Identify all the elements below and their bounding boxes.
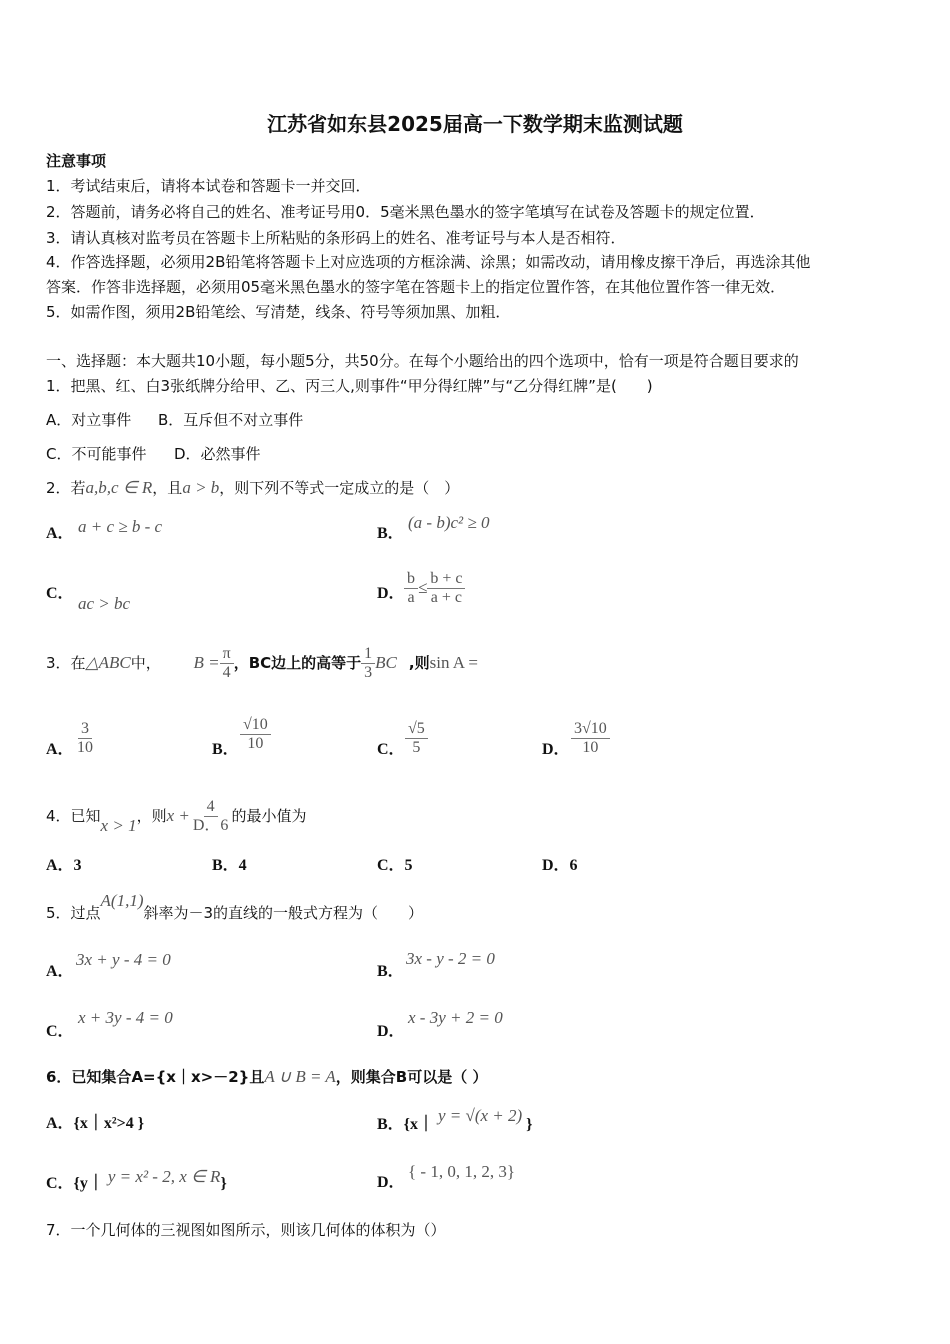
- math: ≤: [418, 578, 428, 597]
- q5-option-a: 3x + y - 4 = 0: [76, 950, 171, 969]
- fraction: [190, 798, 232, 835]
- fraction: [571, 720, 610, 757]
- text: ，且: [152, 479, 183, 497]
- text: 5．过点: [46, 904, 101, 922]
- q6-option-a: A．{x｜x²>4 }: [46, 1115, 145, 1132]
- fraction: [404, 570, 418, 607]
- q2-option-a: a + c ≥ b - c: [78, 517, 163, 536]
- math: y = √(x + 2): [437, 1106, 523, 1125]
- q5-option-b-label: B．: [377, 963, 404, 980]
- notice-heading: 注意事项: [46, 152, 107, 170]
- fraction: [240, 716, 271, 753]
- math: BC: [375, 653, 397, 672]
- q2-option-b: (a - b)c² ≥ 0: [408, 513, 490, 532]
- text: 斜率为－3的直线的一般式方程为（ ）: [143, 904, 424, 922]
- text: 4．已知: [46, 807, 101, 825]
- text: 中，: [130, 654, 161, 672]
- numerator: √10: [240, 716, 271, 735]
- text: ,则: [408, 654, 430, 672]
- math: A ∪ B = A: [264, 1067, 336, 1086]
- q1-option-b: B．互斥但不对立事件: [158, 411, 304, 429]
- fraction: [220, 645, 234, 682]
- numerator: b + c: [427, 570, 465, 589]
- question-4-stem: [46, 798, 306, 835]
- notice-item: 2．答题前，请务必将自己的姓名、准考证号用0．5毫米黑色墨水的签字笔填写在试卷及答题卡的规定位置．: [46, 203, 765, 221]
- numerator: 3: [78, 720, 92, 739]
- q2-option-d-label: D．: [377, 585, 405, 602]
- notice-item: 答案．作答非选择题，必须用05毫米黑色墨水的签字笔在答题卡上的指定位置作答，在其他位置作答一律无效．: [46, 278, 786, 296]
- q2-option-b-label: B．: [377, 525, 404, 542]
- q3-option-d-label: D．: [542, 741, 570, 758]
- q4-option-b: B．4: [212, 857, 247, 874]
- numerator: b: [404, 570, 418, 589]
- q2-option-d: [404, 570, 465, 607]
- numerator: 3√10: [571, 720, 610, 739]
- text: ，则集合B可以是（ ）: [335, 1068, 488, 1086]
- numerator: 1: [361, 645, 375, 664]
- q5-option-c: x + 3y - 4 = 0: [78, 1008, 173, 1027]
- q3-option-d: [571, 720, 610, 757]
- q6-option-c: [46, 1167, 227, 1194]
- question-7-stem: 7．一个几何体的三视图如图所示，则该几何体的体积为（）: [46, 1221, 446, 1239]
- denominator: 3: [364, 664, 373, 681]
- text: ，则下列不等式一定成立的是（ ）: [219, 479, 460, 497]
- text: }: [220, 1175, 227, 1192]
- q3-option-c: [405, 720, 428, 757]
- section-heading: 一、选择题：本大题共10小题，每小题5分，共50分。在每个小题给出的四个选项中，恰有一项是符合题目要求的: [46, 352, 799, 370]
- denominator: 10: [247, 735, 264, 752]
- denominator: 5: [412, 739, 421, 756]
- denominator: a: [407, 589, 415, 606]
- q3-option-a: [74, 720, 96, 757]
- denominator: D．6: [192, 817, 229, 834]
- q4-option-c: C．5: [377, 857, 413, 874]
- fraction: [427, 570, 465, 607]
- q5-option-d-label: D．: [377, 1023, 405, 1040]
- fraction: [361, 645, 375, 682]
- label: B．{x｜: [377, 1116, 434, 1133]
- label: C．{y｜: [46, 1175, 104, 1192]
- numerator: √5: [405, 720, 428, 739]
- q5-option-b: 3x - y - 2 = 0: [406, 949, 495, 968]
- math: A(1,1): [100, 891, 144, 910]
- text: 3．在: [46, 654, 86, 672]
- q4-option-a: A．3: [46, 857, 82, 874]
- math: a,b,c ∈ R: [85, 478, 153, 497]
- denominator: 10: [582, 739, 599, 756]
- q3-option-a-label: A．: [46, 741, 74, 758]
- notice-item: 4．作答选择题，必须用2B铅笔将答题卡上对应选项的方框涂满、涂黑；如需改动，请用橡皮擦干净后，再选涂其他: [46, 253, 811, 271]
- q2-option-c-label: C．: [46, 585, 74, 602]
- math: B =: [193, 653, 220, 672]
- math: y = x² - 2, x ∈ R: [107, 1167, 221, 1186]
- question-2-stem: [46, 478, 459, 498]
- text: 6．已知集合A={x｜x>－2}且: [46, 1068, 265, 1086]
- q2-option-a-label: A．: [46, 525, 74, 542]
- q1-option-c: C．不可能事件: [46, 445, 147, 463]
- notice-item: 3．请认真核对监考员在答题卡上所粘贴的条形码上的姓名、准考证号与本人是否相符．: [46, 229, 626, 247]
- page-title: 江苏省如东县2025届高一下数学期末监测试题: [267, 112, 683, 136]
- q1-option-d: D．必然事件: [174, 445, 261, 463]
- notice-item: 1．考试结束后，请将本试卷和答题卡一并交回．: [46, 177, 371, 195]
- math: △ABC: [85, 653, 131, 672]
- q6-option-b: [377, 1106, 533, 1135]
- math: a > b: [182, 478, 220, 497]
- text: 2．若: [46, 479, 86, 497]
- question-3-stem: [46, 645, 478, 682]
- q5-option-c-label: C．: [46, 1023, 74, 1040]
- q3-option-c-label: C．: [377, 741, 405, 758]
- denominator: 10: [77, 739, 93, 756]
- q3-option-b-label: B．: [212, 741, 239, 758]
- math: x > 1: [100, 816, 137, 835]
- q5-option-d: x - 3y + 2 = 0: [408, 1008, 503, 1027]
- math: sin A =: [429, 653, 478, 672]
- q6-option-d-label: D．: [377, 1174, 405, 1191]
- q3-option-b: [240, 716, 271, 753]
- notice-item: 5．如需作图，须用2B铅笔绘、写清楚，线条、符号等须加黑、加粗．: [46, 303, 511, 321]
- denominator: 4: [222, 664, 231, 681]
- fraction: [405, 720, 428, 757]
- numerator: π: [220, 645, 234, 664]
- denominator: a + c: [430, 589, 463, 606]
- question-1-stem: 1．把黑、红、白3张纸牌分给甲、乙、丙三人,则事件“甲分得红牌”与“乙分得红牌”是( ): [46, 377, 653, 395]
- question-6-stem: [46, 1067, 487, 1087]
- q4-option-d: D．6: [542, 857, 578, 874]
- fraction: [74, 720, 96, 757]
- q1-option-a: A．对立事件: [46, 411, 132, 429]
- numerator: 4: [204, 798, 218, 817]
- text: ，BC边上的高等于: [233, 654, 362, 672]
- text: 的最小值为: [231, 807, 307, 825]
- q2-option-c: ac > bc: [78, 594, 131, 613]
- text: ，则: [136, 807, 167, 825]
- q6-option-d: { - 1, 0, 1, 2, 3}: [408, 1162, 515, 1181]
- text: }: [526, 1116, 533, 1133]
- q5-option-a-label: A．: [46, 963, 74, 980]
- math: x +: [166, 806, 190, 825]
- question-5-stem: [46, 891, 424, 923]
